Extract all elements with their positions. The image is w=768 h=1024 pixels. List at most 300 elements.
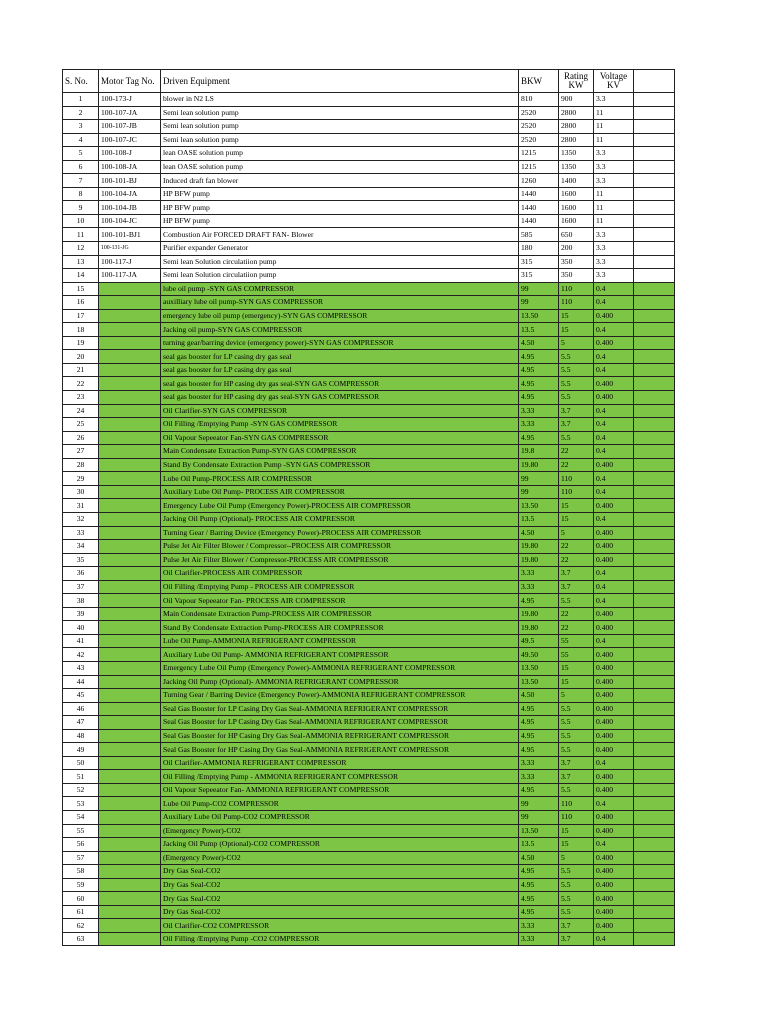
cell-motor-tag — [99, 391, 161, 405]
cell-motor-tag — [99, 323, 161, 337]
cell-sno: 46 — [63, 702, 99, 716]
cell-bkw: 19.80 — [519, 553, 559, 567]
cell-empty — [634, 174, 675, 188]
cell-motor-tag — [99, 445, 161, 459]
cell-bkw: 3.33 — [519, 567, 559, 581]
cell-rating-kw: 5.5 — [559, 716, 594, 730]
cell-motor-tag: 100-108-J — [99, 147, 161, 161]
cell-motor-tag — [99, 743, 161, 757]
table-row — [63, 391, 675, 405]
cell-sno: 22 — [63, 377, 99, 391]
cell-voltage-kv: 0.400 — [594, 729, 634, 743]
cell-voltage-kv: 0.400 — [594, 770, 634, 784]
cell-voltage-kv: 3.3 — [594, 228, 634, 242]
table-row — [63, 309, 675, 323]
cell-motor-tag — [99, 363, 161, 377]
cell-empty — [634, 323, 675, 337]
table-row — [63, 336, 675, 350]
cell-motor-tag — [99, 526, 161, 540]
cell-driven-equipment: Stand By Condensate Extraction Pump -SYN GAS COMPRESSOR — [161, 458, 519, 472]
cell-empty — [634, 661, 675, 675]
cell-empty — [634, 391, 675, 405]
cell-rating-kw: 15 — [559, 512, 594, 526]
cell-bkw: 1440 — [519, 187, 559, 201]
cell-driven-equipment: Semi lean Solution circulatiion pump — [161, 255, 519, 269]
cell-sno: 26 — [63, 431, 99, 445]
cell-empty — [634, 851, 675, 865]
cell-empty — [634, 485, 675, 499]
cell-driven-equipment: HP BFW pump — [161, 187, 519, 201]
table-row — [63, 93, 675, 107]
cell-rating-kw: 3.7 — [559, 580, 594, 594]
cell-empty — [634, 797, 675, 811]
cell-bkw: 3.33 — [519, 756, 559, 770]
table-row — [63, 567, 675, 581]
cell-sno: 27 — [63, 445, 99, 459]
cell-empty — [634, 824, 675, 838]
cell-bkw: 4.95 — [519, 878, 559, 892]
cell-empty — [634, 783, 675, 797]
table-row — [63, 594, 675, 608]
table-row — [63, 445, 675, 459]
table-row — [63, 540, 675, 554]
cell-motor-tag — [99, 512, 161, 526]
cell-rating-kw: 5.5 — [559, 391, 594, 405]
cell-bkw: 19.80 — [519, 621, 559, 635]
cell-bkw: 49.50 — [519, 648, 559, 662]
cell-bkw: 2520 — [519, 133, 559, 147]
cell-driven-equipment: Seal Gas Booster for HP Casing Dry Gas Seal-AMMONIA REFRIGERANT COMPRESSOR — [161, 729, 519, 743]
cell-bkw: 4.95 — [519, 865, 559, 879]
cell-empty — [634, 499, 675, 513]
cell-empty — [634, 404, 675, 418]
cell-driven-equipment: Combustion Air FORCED DRAFT FAN- Blower — [161, 228, 519, 242]
cell-empty — [634, 106, 675, 120]
cell-voltage-kv: 0.400 — [594, 661, 634, 675]
cell-voltage-kv: 0.4 — [594, 580, 634, 594]
cell-rating-kw: 15 — [559, 824, 594, 838]
cell-driven-equipment: seal gas booster for LP casing dry gas seal — [161, 363, 519, 377]
cell-empty — [634, 133, 675, 147]
cell-motor-tag: 100-108-JA — [99, 160, 161, 174]
cell-rating-kw: 900 — [559, 93, 594, 107]
cell-motor-tag — [99, 932, 161, 946]
cell-voltage-kv: 0.400 — [594, 878, 634, 892]
cell-empty — [634, 702, 675, 716]
cell-motor-tag — [99, 282, 161, 296]
cell-voltage-kv: 0.400 — [594, 716, 634, 730]
cell-sno: 12 — [63, 242, 99, 256]
cell-voltage-kv: 0.4 — [594, 431, 634, 445]
cell-voltage-kv: 3.3 — [594, 269, 634, 283]
cell-voltage-kv: 0.400 — [594, 892, 634, 906]
cell-voltage-kv: 0.4 — [594, 282, 634, 296]
cell-sno: 17 — [63, 309, 99, 323]
cell-sno: 20 — [63, 350, 99, 364]
cell-motor-tag — [99, 336, 161, 350]
cell-sno: 45 — [63, 689, 99, 703]
cell-empty — [634, 878, 675, 892]
cell-rating-kw: 22 — [559, 553, 594, 567]
cell-motor-tag — [99, 621, 161, 635]
cell-bkw: 1260 — [519, 174, 559, 188]
cell-sno: 55 — [63, 824, 99, 838]
cell-empty — [634, 594, 675, 608]
cell-driven-equipment: Dry Gas Seal-CO2 — [161, 878, 519, 892]
cell-bkw: 1440 — [519, 201, 559, 215]
cell-sno: 31 — [63, 499, 99, 513]
cell-driven-equipment: Semi lean solution pump — [161, 106, 519, 120]
cell-rating-kw: 22 — [559, 458, 594, 472]
cell-rating-kw: 5.5 — [559, 363, 594, 377]
cell-rating-kw: 55 — [559, 648, 594, 662]
table-row — [63, 363, 675, 377]
cell-sno: 47 — [63, 716, 99, 730]
table-row — [63, 716, 675, 730]
table-row — [63, 350, 675, 364]
cell-voltage-kv: 11 — [594, 214, 634, 228]
cell-driven-equipment: Lube Oil Pump-PROCESS AIR COMPRESSOR — [161, 472, 519, 486]
cell-sno: 37 — [63, 580, 99, 594]
cell-motor-tag — [99, 485, 161, 499]
cell-bkw: 49.5 — [519, 634, 559, 648]
cell-sno: 58 — [63, 865, 99, 879]
table-row — [63, 418, 675, 432]
cell-motor-tag — [99, 756, 161, 770]
cell-bkw: 3.33 — [519, 770, 559, 784]
table-row — [63, 648, 675, 662]
cell-rating-kw: 15 — [559, 323, 594, 337]
cell-bkw: 4.95 — [519, 905, 559, 919]
cell-sno: 57 — [63, 851, 99, 865]
cell-sno: 1 — [63, 93, 99, 107]
cell-driven-equipment: Seal Gas Booster for HP Casing Dry Gas Seal-AMMONIA REFRIGERANT COMPRESSOR — [161, 743, 519, 757]
cell-empty — [634, 526, 675, 540]
motor-list-table — [62, 69, 675, 946]
cell-driven-equipment: Auxiliary Lube Oil Pump-CO2 COMPRESSOR — [161, 810, 519, 824]
cell-rating-kw: 2800 — [559, 120, 594, 134]
table-row — [63, 905, 675, 919]
cell-bkw: 4.95 — [519, 363, 559, 377]
cell-rating-kw: 110 — [559, 797, 594, 811]
cell-sno: 62 — [63, 919, 99, 933]
cell-driven-equipment: Oil Vapour Sepeeator Fan- AMMONIA REFRIGERANT COMPRESSOR — [161, 783, 519, 797]
cell-sno: 15 — [63, 282, 99, 296]
cell-rating-kw: 3.7 — [559, 919, 594, 933]
cell-sno: 10 — [63, 214, 99, 228]
cell-empty — [634, 418, 675, 432]
cell-driven-equipment: (Emergency Power)-CO2 — [161, 824, 519, 838]
cell-empty — [634, 634, 675, 648]
cell-driven-equipment: lube oil pump -SYN GAS COMPRESSOR — [161, 282, 519, 296]
cell-sno: 30 — [63, 485, 99, 499]
cell-voltage-kv: 0.4 — [594, 445, 634, 459]
cell-rating-kw: 5 — [559, 851, 594, 865]
cell-motor-tag — [99, 838, 161, 852]
cell-driven-equipment: Turning Gear / Barring Device (Emergency Power)-PROCESS AIR COMPRESSOR — [161, 526, 519, 540]
cell-motor-tag — [99, 878, 161, 892]
cell-voltage-kv: 0.4 — [594, 350, 634, 364]
cell-bkw: 4.95 — [519, 729, 559, 743]
cell-bkw: 4.50 — [519, 336, 559, 350]
table-row — [63, 729, 675, 743]
cell-sno: 29 — [63, 472, 99, 486]
table-row — [63, 865, 675, 879]
table-row — [63, 810, 675, 824]
cell-bkw: 810 — [519, 93, 559, 107]
cell-empty — [634, 201, 675, 215]
cell-bkw: 13.50 — [519, 499, 559, 513]
cell-driven-equipment: Oil Clarifier-AMMONIA REFRIGERANT COMPRESSOR — [161, 756, 519, 770]
cell-voltage-kv: 0.4 — [594, 296, 634, 310]
cell-sno: 34 — [63, 540, 99, 554]
cell-voltage-kv: 0.400 — [594, 689, 634, 703]
cell-bkw: 99 — [519, 797, 559, 811]
cell-bkw: 315 — [519, 269, 559, 283]
cell-sno: 6 — [63, 160, 99, 174]
cell-empty — [634, 689, 675, 703]
cell-bkw: 2520 — [519, 106, 559, 120]
table-row — [63, 296, 675, 310]
cell-bkw: 1215 — [519, 147, 559, 161]
cell-bkw: 1215 — [519, 160, 559, 174]
table-row — [63, 214, 675, 228]
cell-sno: 59 — [63, 878, 99, 892]
cell-driven-equipment: blower in N2 LS — [161, 93, 519, 107]
cell-motor-tag — [99, 770, 161, 784]
cell-rating-kw: 5.5 — [559, 377, 594, 391]
cell-bkw: 99 — [519, 296, 559, 310]
cell-bkw: 4.95 — [519, 702, 559, 716]
cell-voltage-kv: 0.400 — [594, 377, 634, 391]
cell-sno: 3 — [63, 120, 99, 134]
cell-rating-kw: 3.7 — [559, 756, 594, 770]
cell-sno: 7 — [63, 174, 99, 188]
cell-motor-tag — [99, 404, 161, 418]
cell-bkw: 13.50 — [519, 675, 559, 689]
cell-driven-equipment: Oil Filling /Emptying Pump -SYN GAS COMPRESSOR — [161, 418, 519, 432]
cell-bkw: 13.5 — [519, 838, 559, 852]
cell-driven-equipment: seal gas booster for HP casing dry gas seal-SYN GAS COMPRESSOR — [161, 377, 519, 391]
cell-bkw: 4.95 — [519, 350, 559, 364]
cell-empty — [634, 282, 675, 296]
header-equipment: Driven Equipment — [161, 70, 519, 93]
cell-driven-equipment: Dry Gas Seal-CO2 — [161, 865, 519, 879]
cell-bkw: 4.95 — [519, 892, 559, 906]
cell-empty — [634, 214, 675, 228]
cell-motor-tag — [99, 810, 161, 824]
header-sno: S. No. — [63, 70, 99, 93]
cell-driven-equipment: lean OASE solution pump — [161, 147, 519, 161]
cell-sno: 16 — [63, 296, 99, 310]
cell-sno: 56 — [63, 838, 99, 852]
cell-motor-tag — [99, 607, 161, 621]
cell-bkw: 19.80 — [519, 607, 559, 621]
table-row — [63, 661, 675, 675]
cell-empty — [634, 93, 675, 107]
cell-motor-tag — [99, 865, 161, 879]
cell-bkw: 315 — [519, 255, 559, 269]
cell-voltage-kv: 11 — [594, 120, 634, 134]
cell-sno: 38 — [63, 594, 99, 608]
cell-sno: 32 — [63, 512, 99, 526]
cell-rating-kw: 5.5 — [559, 729, 594, 743]
cell-voltage-kv: 0.4 — [594, 797, 634, 811]
cell-bkw: 4.95 — [519, 594, 559, 608]
cell-bkw: 3.33 — [519, 418, 559, 432]
cell-bkw: 3.33 — [519, 404, 559, 418]
cell-motor-tag — [99, 689, 161, 703]
table-row — [63, 824, 675, 838]
cell-empty — [634, 512, 675, 526]
cell-driven-equipment: turning gear/barring device (emergency power)-SYN GAS COMPRESSOR — [161, 336, 519, 350]
cell-rating-kw: 3.7 — [559, 404, 594, 418]
cell-driven-equipment: Pulse Jet Air Filter Blower / Compressor--PROCESS AIR COMPRESSOR — [161, 540, 519, 554]
cell-voltage-kv: 0.400 — [594, 499, 634, 513]
cell-driven-equipment: Oil Clarifier-SYN GAS COMPRESSOR — [161, 404, 519, 418]
cell-sno: 36 — [63, 567, 99, 581]
cell-rating-kw: 22 — [559, 621, 594, 635]
cell-driven-equipment: Jacking Oil Pump (Optional)-CO2 COMPRESSOR — [161, 838, 519, 852]
cell-bkw: 180 — [519, 242, 559, 256]
cell-rating-kw: 5.5 — [559, 878, 594, 892]
cell-rating-kw: 1400 — [559, 174, 594, 188]
cell-empty — [634, 905, 675, 919]
cell-driven-equipment: Lube Oil Pump-CO2 COMPRESSOR — [161, 797, 519, 811]
cell-rating-kw: 110 — [559, 810, 594, 824]
cell-driven-equipment: Oil Clarifier-PROCESS AIR COMPRESSOR — [161, 567, 519, 581]
cell-empty — [634, 892, 675, 906]
cell-empty — [634, 147, 675, 161]
cell-bkw: 13.50 — [519, 309, 559, 323]
table-row — [63, 201, 675, 215]
cell-rating-kw: 3.7 — [559, 418, 594, 432]
cell-driven-equipment: Induced draft fan blower — [161, 174, 519, 188]
cell-rating-kw: 5.5 — [559, 431, 594, 445]
cell-motor-tag — [99, 418, 161, 432]
cell-empty — [634, 377, 675, 391]
cell-empty — [634, 607, 675, 621]
cell-rating-kw: 350 — [559, 255, 594, 269]
cell-empty — [634, 810, 675, 824]
cell-voltage-kv: 3.3 — [594, 147, 634, 161]
cell-empty — [634, 458, 675, 472]
cell-rating-kw: 22 — [559, 540, 594, 554]
cell-sno: 53 — [63, 797, 99, 811]
cell-voltage-kv: 0.4 — [594, 485, 634, 499]
cell-driven-equipment: HP BFW pump — [161, 201, 519, 215]
cell-voltage-kv: 0.400 — [594, 458, 634, 472]
table-row — [63, 160, 675, 174]
table-row — [63, 512, 675, 526]
cell-voltage-kv: 0.4 — [594, 404, 634, 418]
cell-voltage-kv: 0.4 — [594, 932, 634, 946]
cell-bkw: 19.8 — [519, 445, 559, 459]
cell-empty — [634, 919, 675, 933]
cell-rating-kw: 110 — [559, 485, 594, 499]
cell-driven-equipment: Purifier expander Generator — [161, 242, 519, 256]
cell-empty — [634, 228, 675, 242]
cell-driven-equipment: Oil Clarifier-CO2 COMPRESSOR — [161, 919, 519, 933]
cell-voltage-kv: 0.400 — [594, 865, 634, 879]
cell-rating-kw: 15 — [559, 309, 594, 323]
cell-empty — [634, 269, 675, 283]
table-row — [63, 743, 675, 757]
cell-empty — [634, 296, 675, 310]
table-row — [63, 282, 675, 296]
cell-sno: 39 — [63, 607, 99, 621]
cell-motor-tag — [99, 634, 161, 648]
cell-empty — [634, 865, 675, 879]
table-row — [63, 458, 675, 472]
cell-voltage-kv: 11 — [594, 187, 634, 201]
cell-sno: 44 — [63, 675, 99, 689]
cell-bkw: 13.5 — [519, 323, 559, 337]
cell-driven-equipment: emergency lube oil pump (emergency)-SYN GAS COMPRESSOR — [161, 309, 519, 323]
cell-bkw: 4.95 — [519, 377, 559, 391]
table-row — [63, 377, 675, 391]
cell-empty — [634, 621, 675, 635]
cell-voltage-kv: 0.400 — [594, 553, 634, 567]
table-row — [63, 851, 675, 865]
cell-driven-equipment: Semi lean solution pump — [161, 133, 519, 147]
cell-motor-tag: 100-101-BJ — [99, 174, 161, 188]
cell-motor-tag: 100-173-J — [99, 93, 161, 107]
cell-motor-tag: 100-104-JC — [99, 214, 161, 228]
cell-motor-tag — [99, 540, 161, 554]
cell-rating-kw: 1350 — [559, 147, 594, 161]
cell-motor-tag — [99, 499, 161, 513]
table-row — [63, 919, 675, 933]
table-row — [63, 689, 675, 703]
cell-sno: 9 — [63, 201, 99, 215]
cell-rating-kw: 1600 — [559, 201, 594, 215]
cell-empty — [634, 120, 675, 134]
cell-bkw: 3.33 — [519, 580, 559, 594]
header-tag: Motor Tag No. — [99, 70, 161, 93]
cell-voltage-kv: 0.4 — [594, 472, 634, 486]
cell-bkw: 3.33 — [519, 919, 559, 933]
cell-rating-kw: 110 — [559, 296, 594, 310]
cell-empty — [634, 716, 675, 730]
cell-voltage-kv: 0.4 — [594, 567, 634, 581]
cell-driven-equipment: Emergency Lube Oil Pump (Emergency Power)-PROCESS AIR COMPRESSOR — [161, 499, 519, 513]
cell-voltage-kv: 0.400 — [594, 607, 634, 621]
cell-voltage-kv: 0.400 — [594, 905, 634, 919]
header-bkw: BKW — [519, 70, 559, 93]
cell-rating-kw: 5.5 — [559, 865, 594, 879]
table-row — [63, 783, 675, 797]
cell-rating-kw: 15 — [559, 838, 594, 852]
cell-driven-equipment: HP BFW pump — [161, 214, 519, 228]
cell-motor-tag — [99, 567, 161, 581]
cell-sno: 28 — [63, 458, 99, 472]
cell-sno: 42 — [63, 648, 99, 662]
cell-voltage-kv: 3.3 — [594, 93, 634, 107]
cell-voltage-kv: 0.400 — [594, 851, 634, 865]
table-row — [63, 878, 675, 892]
cell-sno: 4 — [63, 133, 99, 147]
cell-sno: 54 — [63, 810, 99, 824]
cell-motor-tag — [99, 431, 161, 445]
cell-empty — [634, 743, 675, 757]
cell-rating-kw: 3.7 — [559, 770, 594, 784]
cell-empty — [634, 553, 675, 567]
cell-driven-equipment: Auxiliary Lube Oil Pump- PROCESS AIR COMPRESSOR — [161, 485, 519, 499]
cell-sno: 49 — [63, 743, 99, 757]
cell-sno: 43 — [63, 661, 99, 675]
table-row — [63, 269, 675, 283]
